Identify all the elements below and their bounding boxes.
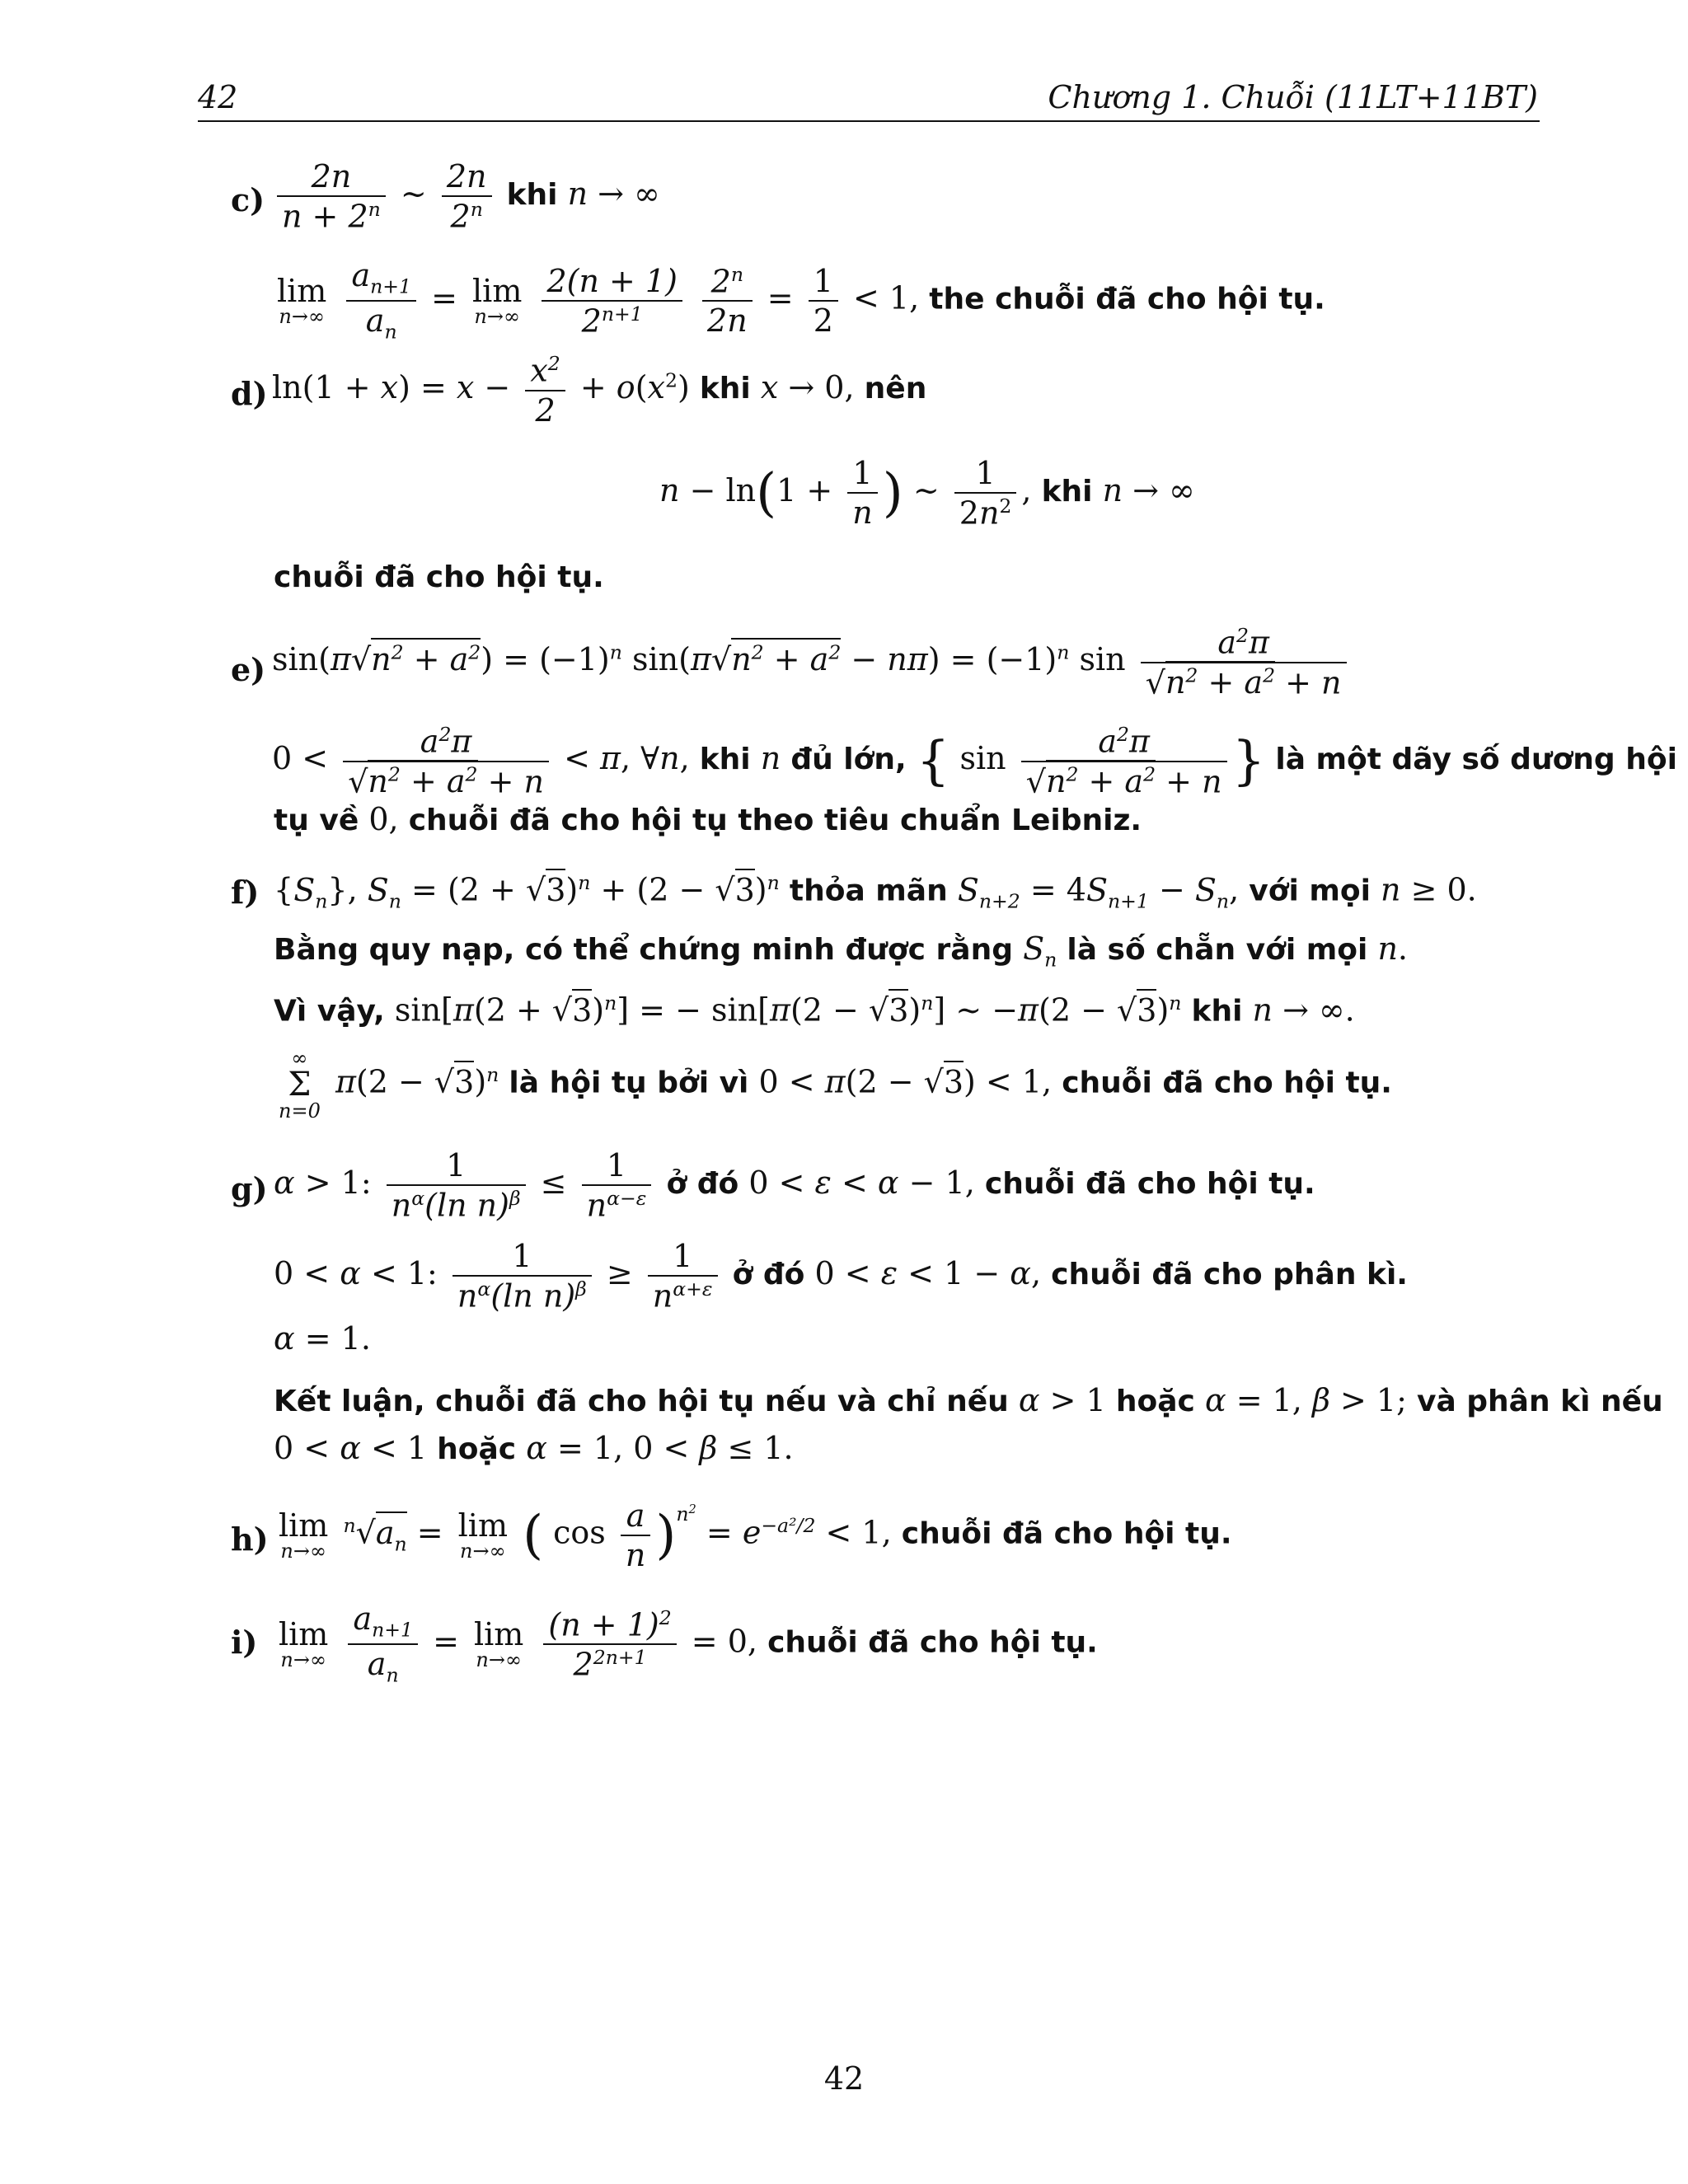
- item-e-line-1: $\sin(\pi√n^2 + a^2) = (-1)^n$ $\sin(\pi√n^2 + a^2 - n\pi) = (-1)^n$ sin $\frac{a^2\pi}{√n^2 + a^2 + n}$: [272, 626, 1352, 698]
- item-f-label: f): [231, 874, 260, 911]
- item-g-label: g): [231, 1170, 268, 1207]
- item-d-line-2: n − ln(1 + $\frac{1}{n}$ ) ∼ $\frac{1}{2n^2}$ , khi n → ∞: [659, 455, 1195, 532]
- item-f-line-1: $\{S_n\}$, $S_n = (2 + √3)^n + (2 - √3)^n$ thỏa mãn $S_{n+2} = 4S_{n+1} - S_n$, với mọi n ≥ 0.: [274, 874, 1477, 912]
- item-e-line-3: tụ về 0, chuỗi đã cho hội tụ theo tiêu chuẩn Leibniz.: [274, 801, 1142, 837]
- header-chapter-title: Chương 1. Chuỗi (11LT+11BT): [1048, 79, 1538, 115]
- item-g-line-2: 0 < α < 1: $\frac{1}{n^\alpha(\ln n)^\beta}$ ≥ $\frac{1}{n^{\alpha+\varepsilon}}$ ở đó 0 < ε < 1 − α, chuỗi đã cho phân kì.: [274, 1238, 1408, 1315]
- item-c-line-1: $\frac{2n}{n + 2^n}$ ∼ $\frac{2n}{2^n}$ khi n → ∞: [272, 161, 660, 232]
- item-g-line-3: α = 1.: [274, 1320, 371, 1357]
- item-i-label: i): [231, 1624, 258, 1661]
- item-g-line-1: α > 1: $\frac{1}{n^\alpha(\ln n)^\beta}$ ≤ $\frac{1}{n^{\alpha-\varepsilon}}$ ở đó 0 < ε < α − 1, chuỗi đã cho hội tụ.: [274, 1147, 1315, 1224]
- header-page-number: 42: [198, 79, 238, 115]
- item-g-line-4: Kết luận, chuỗi đã cho hội tụ nếu và chỉ nếu α > 1 hoặc α = 1, β > 1; và phân kì nếu: [274, 1382, 1663, 1418]
- item-f-line-3: Vì vậy, $\sin[\pi(2 + √3)^n]$ = − $\sin[\pi(2 - √3)^n]$ ∼ $-\pi(2 - √3)^n$ khi n → ∞.: [274, 994, 1355, 1027]
- item-f-line-2: Bằng quy nạp, có thể chứng minh được rằng $S_n$ là số chẵn với mọi n.: [274, 930, 1409, 972]
- item-h-label: h): [231, 1521, 269, 1558]
- item-i-line-1: lim n→∞ $\frac{a_{n+1}}{a_n}$ = lim n→∞ $\frac{(n + 1)^2}{2^{2n+1}}$ = 0, chuỗi đã cho hội tụ.: [279, 1601, 1098, 1687]
- item-c-line-2: lim n→∞ $\frac{a_{n+1}}{a_n}$ = lim n→∞ $\frac{2(n + 1)}{2^{n+1}}$ $\frac{2^n}{2n}$ = $\frac{1}{2}$ < 1, the chuỗi đã cho hội tụ.: [277, 257, 1325, 344]
- item-h-line-1: lim n→∞ $^n√a_n = \lim$ n→∞ ( cos $\frac{a}{n}$ )$^{n^2} = e^{-a^2/2} < 1$, chuỗi đã cho hội tụ.: [279, 1497, 1232, 1573]
- item-e-label: e): [231, 651, 266, 688]
- footer-page-number: 42: [823, 2060, 865, 2097]
- item-f-line-4: ∞ Σ n=0 $\pi(2 - √3)^n$ là hội tụ bởi vì 0 < π(2 − √3) < 1, chuỗi đã cho hội tụ.: [279, 1047, 1392, 1122]
- item-c-label: c): [231, 181, 265, 218]
- item-g-line-5: 0 < α < 1 hoặc α = 1, 0 < β ≤ 1.: [274, 1430, 794, 1466]
- item-d-line-1: ln(1 + x) = x − $\frac{x^2}{2}$ + $o(x^2)$ khi x → 0, nên: [272, 352, 927, 429]
- item-d-line-3: chuỗi đã cho hội tụ.: [274, 560, 604, 594]
- item-d-label: d): [231, 375, 268, 412]
- header-rule: [198, 120, 1540, 122]
- item-e-line-2: 0 < $\frac{a^2\pi}{√n^2 + a^2 + n}$ < π, ∀n, khi n đủ lớn, { sin $\frac{a^2\pi}{√n^2 + a^2 + n}$ } là một dãy số dương hội: [272, 723, 1677, 800]
